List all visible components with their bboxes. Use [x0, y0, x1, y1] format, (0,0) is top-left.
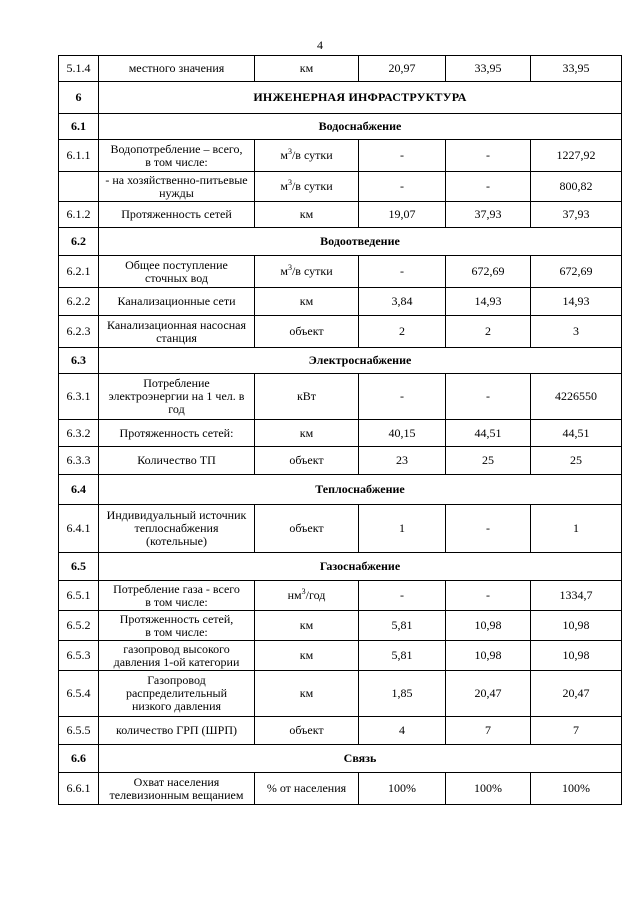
unit-cell: км — [255, 420, 359, 447]
value-cell-2: 100% — [446, 773, 531, 805]
value-cell-2: 37,93 — [446, 202, 531, 228]
unit-tail: /в сутки — [291, 148, 333, 162]
unit-base: м — [280, 264, 288, 278]
value-cell-2: - — [446, 505, 531, 553]
value-cell-1: - — [359, 172, 446, 202]
value-cell-1: - — [359, 581, 446, 611]
value-cell-2: - — [446, 140, 531, 172]
section-title: ИНЖЕНЕРНАЯ ИНФРАСТРУКТУРА — [99, 82, 622, 114]
indicator-name: Количество ТП — [99, 447, 255, 475]
indicator-name: количество ГРП (ШРП) — [99, 717, 255, 745]
unit-exponent: 3 — [287, 147, 292, 156]
section-title: Теплоснабжение — [99, 475, 622, 505]
table-row — [59, 773, 622, 805]
value-cell-3: 800,82 — [531, 172, 622, 202]
value-cell-1: 3,84 — [359, 288, 446, 316]
table-row — [59, 671, 622, 717]
section-number: 6.5 — [59, 553, 99, 581]
value-cell-1: - — [359, 374, 446, 420]
value-cell-1: 1,85 — [359, 671, 446, 717]
unit-tail: /в сутки — [291, 179, 333, 193]
row-number: 6.3.2 — [59, 420, 99, 447]
table-row — [59, 202, 622, 228]
value-cell-1: - — [359, 256, 446, 288]
indicator-name: газопровод высокого давления 1-ой категории — [99, 641, 255, 671]
value-cell-2: 10,98 — [446, 641, 531, 671]
unit-tail: /в сутки — [291, 264, 333, 278]
row-number: 6.6.1 — [59, 773, 99, 805]
table-row — [59, 114, 622, 140]
table-row — [59, 611, 622, 641]
value-cell-3: 100% — [531, 773, 622, 805]
unit-cell: км — [255, 641, 359, 671]
unit-base: м — [280, 179, 288, 193]
value-cell-1: - — [359, 140, 446, 172]
row-number: 6.2.1 — [59, 256, 99, 288]
indicator-name: Охват населения телевизионным вещанием — [99, 773, 255, 805]
row-number: 5.1.4 — [59, 56, 99, 82]
table-row — [59, 140, 622, 172]
table-row — [59, 505, 622, 553]
unit-exponent: 3 — [287, 178, 292, 187]
value-cell-1: 5,81 — [359, 611, 446, 641]
unit-cell: км — [255, 611, 359, 641]
unit-base: нм — [287, 588, 302, 602]
table-row — [59, 256, 622, 288]
section-title: Связь — [99, 745, 622, 773]
unit-exponent: 3 — [301, 587, 306, 596]
indicator-name: Протяженность сетей, в том числе: — [99, 611, 255, 641]
row-number — [59, 172, 99, 202]
value-cell-2: 14,93 — [446, 288, 531, 316]
table-row — [59, 420, 622, 447]
indicator-name: Индивидуальный источник теплоснабжения (котельные) — [99, 505, 255, 553]
value-cell-3: 33,95 — [531, 56, 622, 82]
value-cell-2: - — [446, 172, 531, 202]
value-cell-3: 10,98 — [531, 611, 622, 641]
table-row — [59, 745, 622, 773]
table-row — [59, 348, 622, 374]
table-row — [59, 316, 622, 348]
value-cell-1: 100% — [359, 773, 446, 805]
row-number: 6.5.5 — [59, 717, 99, 745]
value-cell-1: 19,07 — [359, 202, 446, 228]
value-cell-1: 2 — [359, 316, 446, 348]
value-cell-1: 23 — [359, 447, 446, 475]
row-number: 6.1.2 — [59, 202, 99, 228]
unit-cell — [255, 256, 359, 288]
indicator-name: Протяженность сетей: — [99, 420, 255, 447]
unit-cell: кВт — [255, 374, 359, 420]
value-cell-3: 44,51 — [531, 420, 622, 447]
value-cell-1: 40,15 — [359, 420, 446, 447]
value-cell-3: 1227,92 — [531, 140, 622, 172]
row-number: 6.5.4 — [59, 671, 99, 717]
indicator-name: местного значения — [99, 56, 255, 82]
value-cell-2: 672,69 — [446, 256, 531, 288]
section-title: Электроснабжение — [99, 348, 622, 374]
table-row — [59, 228, 622, 256]
table-row — [59, 447, 622, 475]
unit-cell — [255, 172, 359, 202]
value-cell-2: 7 — [446, 717, 531, 745]
row-number: 6.1.1 — [59, 140, 99, 172]
indicator-name: Потребление электроэнергии на 1 чел. в год — [99, 374, 255, 420]
table-row — [59, 717, 622, 745]
indicator-name: Газопровод распределительный низкого давления — [99, 671, 255, 717]
value-cell-1: 1 — [359, 505, 446, 553]
indicator-name: Общее поступление сточных вод — [99, 256, 255, 288]
value-cell-3: 1334,7 — [531, 581, 622, 611]
value-cell-2: 20,47 — [446, 671, 531, 717]
row-number: 6.5.2 — [59, 611, 99, 641]
row-number: 6.2.2 — [59, 288, 99, 316]
unit-cell: объект — [255, 717, 359, 745]
value-cell-2: - — [446, 581, 531, 611]
value-cell-1: 5,81 — [359, 641, 446, 671]
value-cell-3: 4226550 — [531, 374, 622, 420]
section-number: 6.3 — [59, 348, 99, 374]
value-cell-3: 3 — [531, 316, 622, 348]
unit-cell: % от населения — [255, 773, 359, 805]
value-cell-1: 4 — [359, 717, 446, 745]
value-cell-1: 20,97 — [359, 56, 446, 82]
indicator-name: Канализационные сети — [99, 288, 255, 316]
value-cell-2: 44,51 — [446, 420, 531, 447]
row-number: 6.5.1 — [59, 581, 99, 611]
row-number: 6.3.1 — [59, 374, 99, 420]
indicator-name: Потребление газа - всего в том числе: — [99, 581, 255, 611]
unit-cell: объект — [255, 316, 359, 348]
table-row — [59, 82, 622, 114]
indicator-name: - на хозяйственно-питьевые нужды — [99, 172, 255, 202]
value-cell-3: 25 — [531, 447, 622, 475]
row-number: 6.4.1 — [59, 505, 99, 553]
table-row — [59, 288, 622, 316]
unit-cell: объект — [255, 447, 359, 475]
value-cell-2: 25 — [446, 447, 531, 475]
table-row — [59, 172, 622, 202]
unit-cell: км — [255, 56, 359, 82]
unit-cell: км — [255, 202, 359, 228]
value-cell-2: 10,98 — [446, 611, 531, 641]
table-row — [59, 374, 622, 420]
section-number: 6.4 — [59, 475, 99, 505]
unit-cell: объект — [255, 505, 359, 553]
value-cell-3: 37,93 — [531, 202, 622, 228]
value-cell-3: 14,93 — [531, 288, 622, 316]
unit-cell — [255, 581, 359, 611]
value-cell-2: 2 — [446, 316, 531, 348]
value-cell-3: 20,47 — [531, 671, 622, 717]
indicator-name: Канализационная насосная станция — [99, 316, 255, 348]
indicator-name: Водопотребление – всего, в том числе: — [99, 140, 255, 172]
row-number: 6.5.3 — [59, 641, 99, 671]
section-number: 6.2 — [59, 228, 99, 256]
unit-cell: км — [255, 671, 359, 717]
section-title: Водоснабжение — [99, 114, 622, 140]
table-row — [59, 641, 622, 671]
table-row — [59, 475, 622, 505]
table-row — [59, 581, 622, 611]
section-title: Газоснабжение — [99, 553, 622, 581]
value-cell-3: 7 — [531, 717, 622, 745]
page-number: 4 — [317, 38, 323, 52]
indicators-table — [58, 55, 622, 805]
value-cell-3: 1 — [531, 505, 622, 553]
unit-tail: /год — [305, 588, 326, 602]
indicator-name: Протяженность сетей — [99, 202, 255, 228]
unit-exponent: 3 — [287, 263, 292, 272]
value-cell-2: 33,95 — [446, 56, 531, 82]
value-cell-3: 672,69 — [531, 256, 622, 288]
unit-base: м — [280, 148, 288, 162]
section-title: Водоотведение — [99, 228, 622, 256]
section-number: 6.6 — [59, 745, 99, 773]
table-row — [59, 56, 622, 82]
row-number: 6.3.3 — [59, 447, 99, 475]
value-cell-3: 10,98 — [531, 641, 622, 671]
unit-cell: км — [255, 288, 359, 316]
section-number: 6 — [59, 82, 99, 114]
section-number: 6.1 — [59, 114, 99, 140]
unit-cell — [255, 140, 359, 172]
table-row — [59, 553, 622, 581]
value-cell-2: - — [446, 374, 531, 420]
row-number: 6.2.3 — [59, 316, 99, 348]
